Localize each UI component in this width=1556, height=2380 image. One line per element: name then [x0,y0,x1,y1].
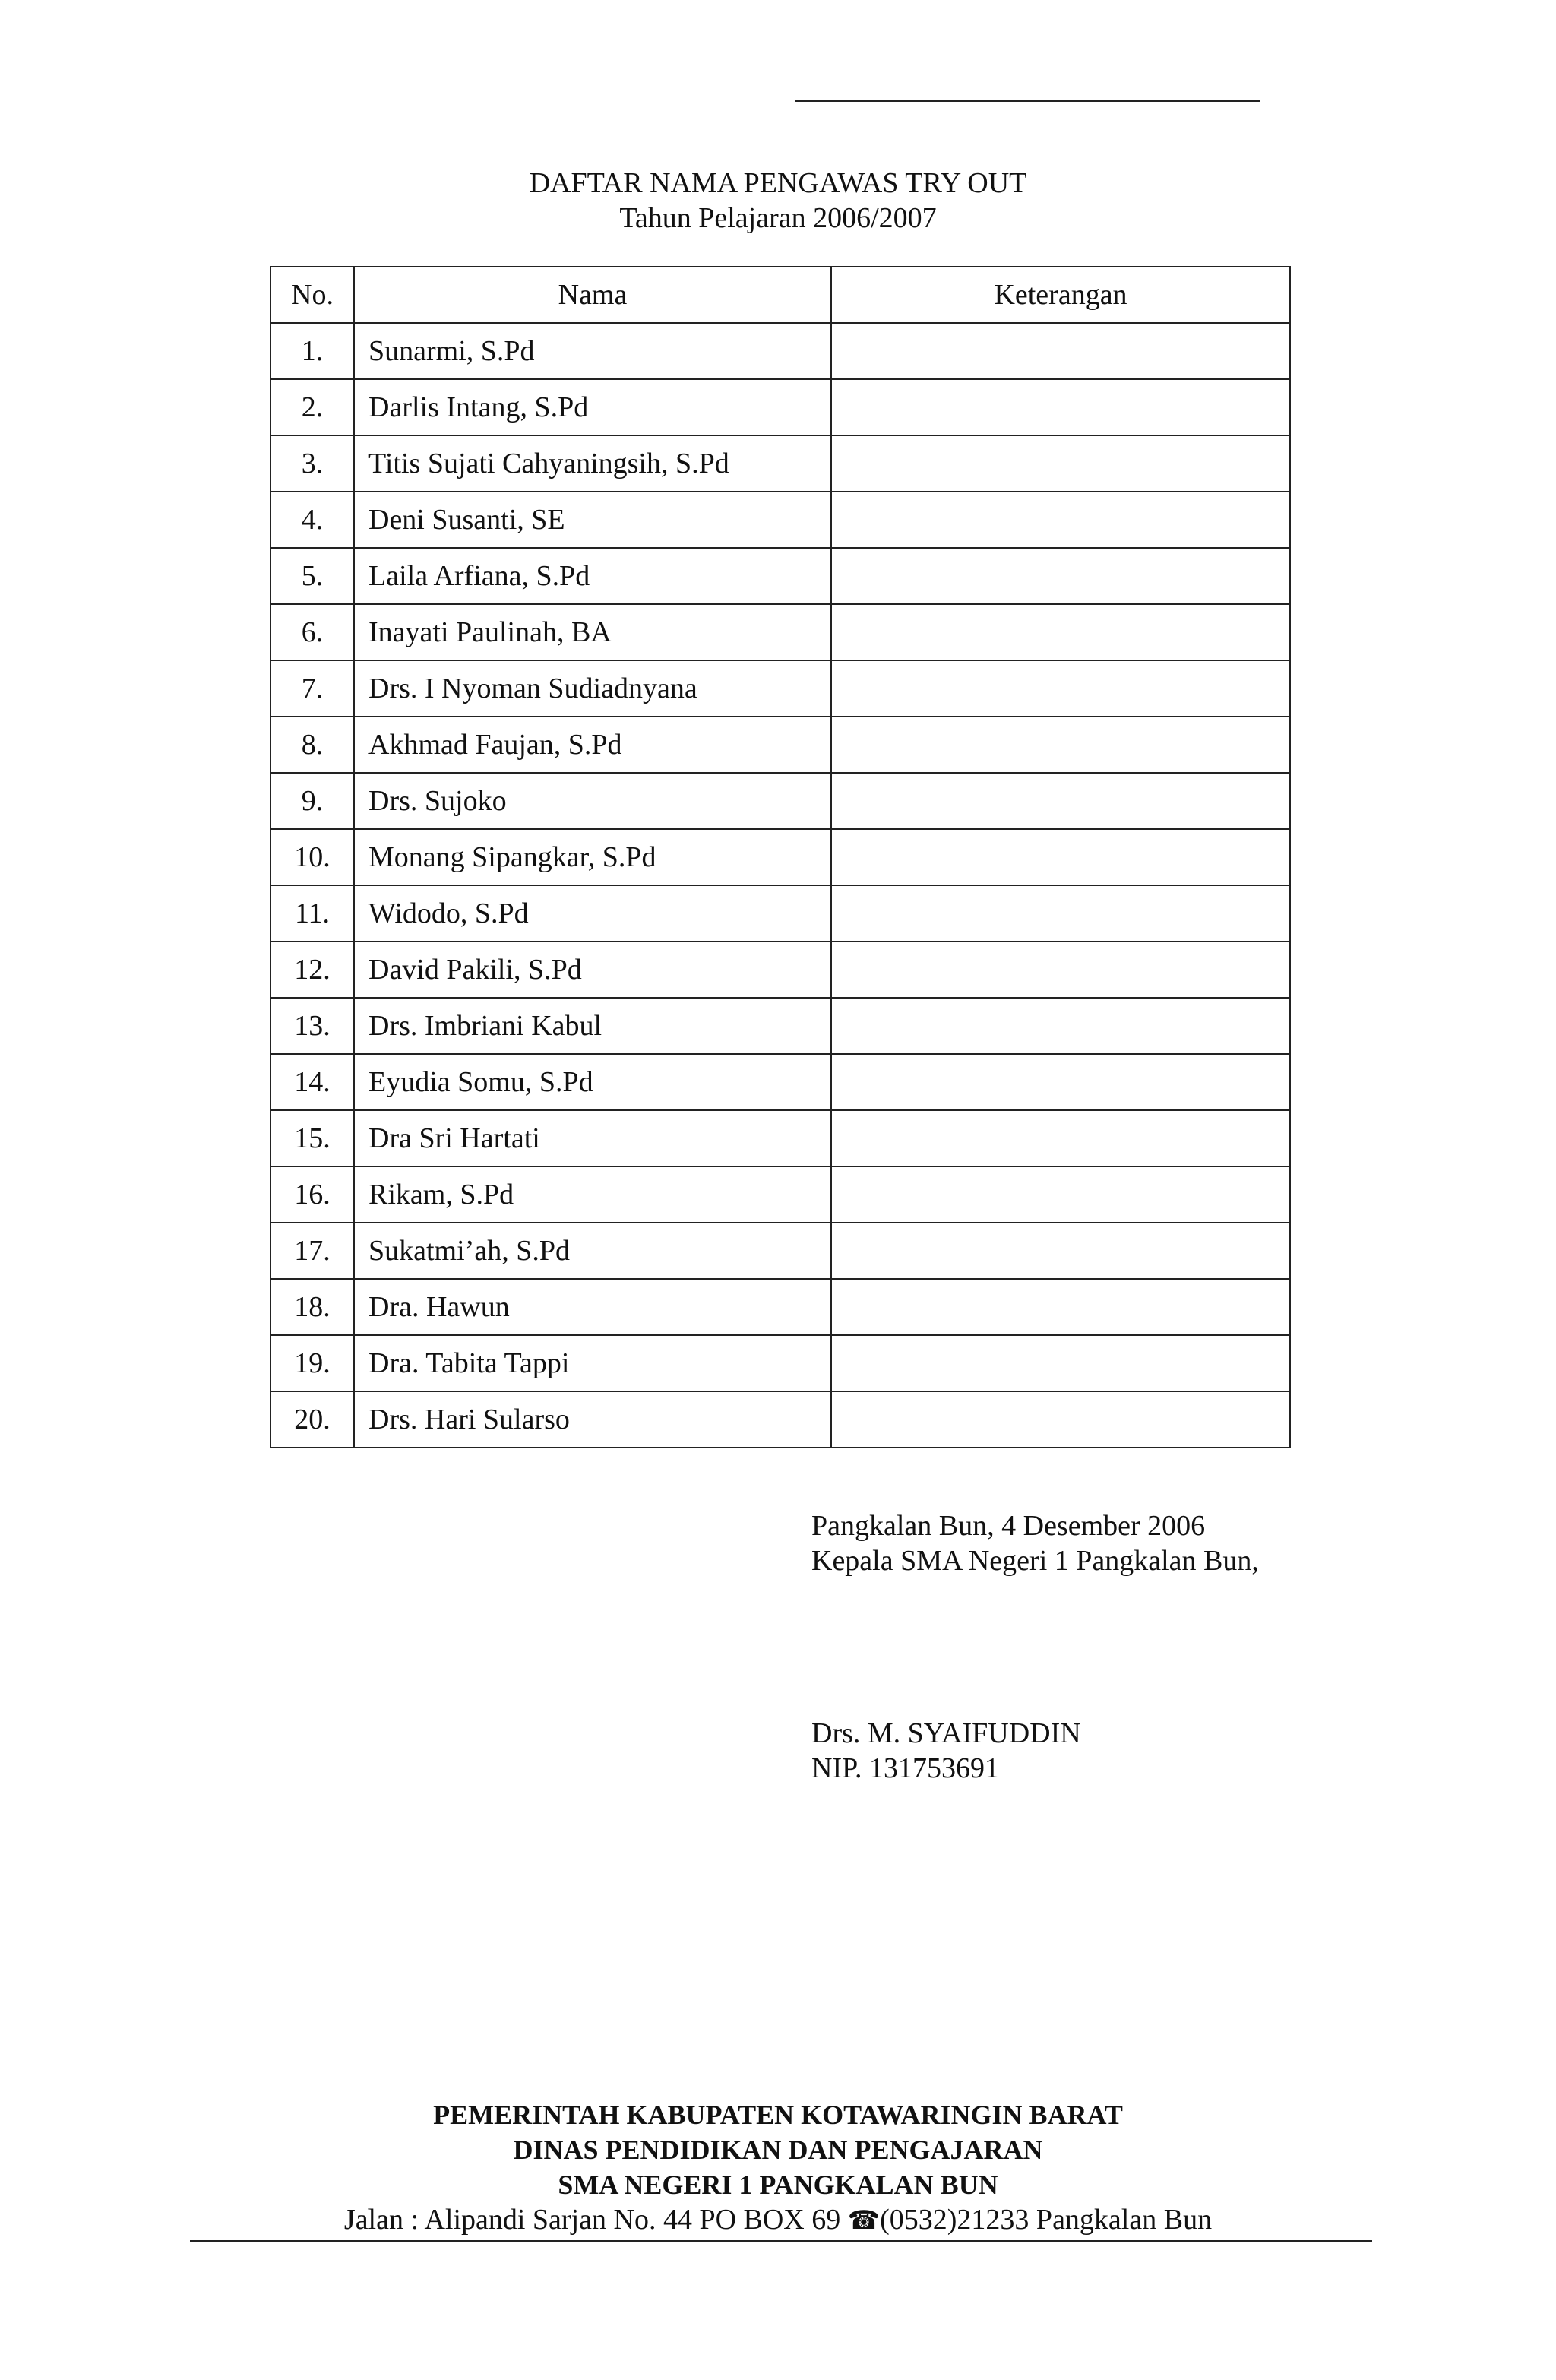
footer-divider-line [190,2240,1372,2242]
cell-no: 8. [270,717,354,773]
table-header-row [270,267,1290,323]
cell-no: 7. [270,660,354,717]
document-title: DAFTAR NAMA PENGAWAS TRY OUT [529,167,1027,199]
cell-no: 4. [270,492,354,548]
header-no: No. [270,267,354,323]
cell-no: 1. [270,323,354,379]
cell-no: 17. [270,1223,354,1279]
cell-nama: Drs. Imbriani Kabul [354,998,831,1054]
cell-no: 13. [270,998,354,1054]
table-row [270,1223,1290,1279]
cell-keterangan [831,548,1290,604]
cell-no: 14. [270,1054,354,1110]
table-row [270,435,1290,492]
cell-nama: Inayati Paulinah, BA [354,604,831,660]
cell-keterangan [831,829,1290,885]
table-row [270,492,1290,548]
cell-keterangan [831,942,1290,998]
cell-nama: Rikam, S.Pd [354,1166,831,1223]
table-row [270,829,1290,885]
cell-keterangan [831,773,1290,829]
cell-nama: Eyudia Somu, S.Pd [354,1054,831,1110]
table-row [270,323,1290,379]
cell-nama: Drs. Hari Sularso [354,1391,831,1448]
cell-no: 16. [270,1166,354,1223]
cell-no: 11. [270,885,354,942]
cell-nama: Sunarmi, S.Pd [354,323,831,379]
table-row [270,717,1290,773]
top-divider-line [795,100,1260,102]
table-row [270,604,1290,660]
supervisor-table [270,266,1291,1448]
header-nama: Nama [354,267,831,323]
cell-keterangan [831,1335,1290,1391]
signature-place-date: Pangkalan Bun, 4 Desember 2006 [811,1510,1206,1542]
cell-nama: Darlis Intang, S.Pd [354,379,831,435]
cell-keterangan [831,1391,1290,1448]
cell-no: 3. [270,435,354,492]
signature-name: Drs. M. SYAIFUDDIN [811,1717,1081,1749]
cell-keterangan [831,604,1290,660]
cell-nama: Akhmad Faujan, S.Pd [354,717,831,773]
table-row [270,885,1290,942]
cell-keterangan [831,998,1290,1054]
cell-nama: Dra Sri Hartati [354,1110,831,1166]
table-row [270,1391,1290,1448]
cell-nama: Titis Sujati Cahyaningsih, S.Pd [354,435,831,492]
table-row [270,379,1290,435]
cell-keterangan [831,660,1290,717]
table-row [270,1110,1290,1166]
cell-no: 18. [270,1279,354,1335]
footer-address [0,2202,1556,2239]
cell-nama: Dra. Hawun [354,1279,831,1335]
cell-keterangan [831,492,1290,548]
cell-nama: Monang Sipangkar, S.Pd [354,829,831,885]
signature-position: Kepala SMA Negeri 1 Pangkalan Bun, [811,1545,1259,1577]
cell-nama: Widodo, S.Pd [354,885,831,942]
table-row [270,1166,1290,1223]
table-row [270,660,1290,717]
footer-school-name: SMA NEGERI 1 PANGKALAN BUN [558,2170,998,2200]
table-row [270,1279,1290,1335]
header-keterangan: Keterangan [831,267,1290,323]
cell-nama: Drs. I Nyoman Sudiadnyana [354,660,831,717]
cell-keterangan [831,1166,1290,1223]
cell-keterangan [831,885,1290,942]
cell-keterangan [831,1110,1290,1166]
cell-nama: Laila Arfiana, S.Pd [354,548,831,604]
footer-address-phone: (0532)21233 Pangkalan Bun [880,2204,1213,2236]
cell-no: 12. [270,942,354,998]
document-subtitle: Tahun Pelajaran 2006/2007 [619,202,937,234]
footer-government: PEMERINTAH KABUPATEN KOTAWARINGIN BARAT [433,2100,1123,2130]
cell-keterangan [831,1054,1290,1110]
cell-no: 20. [270,1391,354,1448]
cell-no: 9. [270,773,354,829]
cell-no: 19. [270,1335,354,1391]
cell-no: 15. [270,1110,354,1166]
cell-no: 6. [270,604,354,660]
cell-keterangan [831,717,1290,773]
table-row [270,773,1290,829]
table-row [270,548,1290,604]
cell-nama: Deni Susanti, SE [354,492,831,548]
cell-keterangan [831,323,1290,379]
table-body [270,323,1290,1448]
cell-nama: Sukatmi’ah, S.Pd [354,1223,831,1279]
table-row [270,998,1290,1054]
cell-keterangan [831,435,1290,492]
cell-nama: Drs. Sujoko [354,773,831,829]
telephone-icon: ☎ [847,2207,881,2235]
cell-nama: David Pakili, S.Pd [354,942,831,998]
cell-no: 10. [270,829,354,885]
cell-keterangan [831,1279,1290,1335]
cell-keterangan [831,379,1290,435]
cell-keterangan [831,1223,1290,1279]
table-row [270,1335,1290,1391]
footer-department: DINAS PENDIDIKAN DAN PENGAJARAN [513,2135,1043,2165]
table-row [270,942,1290,998]
cell-no: 5. [270,548,354,604]
signature-nip: NIP. 131753691 [811,1752,1000,1784]
footer-address-street: Jalan : Alipandi Sarjan No. 44 PO BOX 69 [343,2204,848,2236]
cell-no: 2. [270,379,354,435]
cell-nama: Dra. Tabita Tappi [354,1335,831,1391]
table-row [270,1054,1290,1110]
